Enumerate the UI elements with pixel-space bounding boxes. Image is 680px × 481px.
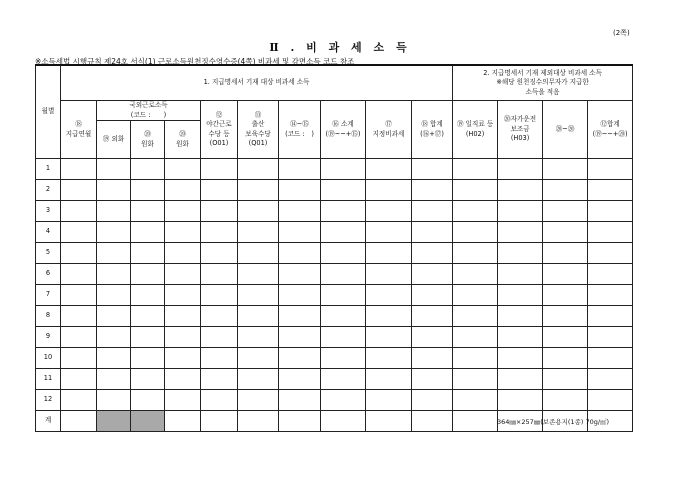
entry-cell[interactable] — [543, 390, 588, 411]
header-col51: ⑳ 원화 — [165, 121, 201, 159]
entry-cell[interactable] — [321, 264, 366, 285]
header-col48: ⑱ 지급연월 — [61, 101, 97, 159]
entry-cell[interactable] — [453, 243, 498, 264]
entry-cell[interactable] — [201, 159, 238, 180]
entry-cell[interactable] — [165, 348, 201, 369]
total-label: 계 — [36, 411, 61, 432]
header-col56: ⑰ 지정비과세 — [366, 101, 412, 159]
entry-cell[interactable] — [279, 348, 321, 369]
entry-cell[interactable] — [165, 327, 201, 348]
entry-cell[interactable] — [366, 159, 412, 180]
entry-cell[interactable] — [97, 222, 131, 243]
total-cell[interactable] — [201, 411, 238, 432]
entry-cell[interactable] — [61, 390, 97, 411]
paper-spec-footer: 364㎜×257㎜(보존용지(1종) 70g/㎡) — [497, 418, 610, 426]
entry-cell[interactable] — [366, 285, 412, 306]
entry-cell[interactable] — [279, 390, 321, 411]
entry-cell[interactable] — [543, 285, 588, 306]
entry-cell[interactable] — [453, 306, 498, 327]
entry-cell[interactable] — [412, 369, 453, 390]
entry-cell[interactable] — [97, 327, 131, 348]
entry-cell[interactable] — [366, 348, 412, 369]
entry-cell[interactable] — [238, 264, 279, 285]
header-col52: ⑫ 야간근로 수당 등 (O01) — [201, 101, 238, 159]
entry-cell[interactable] — [366, 264, 412, 285]
entry-cell[interactable] — [498, 243, 543, 264]
entry-cell[interactable] — [453, 264, 498, 285]
entry-cell[interactable] — [131, 201, 165, 222]
entry-cell[interactable] — [61, 201, 97, 222]
entry-cell[interactable] — [238, 159, 279, 180]
page-label: (2쪽) — [613, 29, 630, 37]
non-taxable-income-table — [35, 64, 633, 432]
month-label: 2 — [36, 180, 61, 201]
entry-cell[interactable] — [201, 390, 238, 411]
month-row — [36, 369, 633, 390]
entry-cell[interactable] — [97, 159, 131, 180]
entry-cell[interactable] — [238, 348, 279, 369]
entry-cell[interactable] — [498, 264, 543, 285]
entry-cell[interactable] — [201, 180, 238, 201]
entry-cell[interactable] — [97, 201, 131, 222]
entry-cell[interactable] — [61, 285, 97, 306]
entry-cell[interactable] — [412, 180, 453, 201]
month-row — [36, 348, 633, 369]
entry-cell[interactable] — [201, 264, 238, 285]
entry-cell[interactable] — [412, 201, 453, 222]
month-row — [36, 159, 633, 180]
total-cell[interactable] — [366, 411, 412, 432]
entry-cell[interactable] — [453, 222, 498, 243]
month-label: 6 — [36, 264, 61, 285]
entry-cell[interactable] — [238, 222, 279, 243]
month-label: 9 — [36, 327, 61, 348]
entry-cell[interactable] — [321, 327, 366, 348]
total-cell[interactable] — [238, 411, 279, 432]
entry-cell[interactable] — [453, 180, 498, 201]
total-cell[interactable] — [412, 411, 453, 432]
entry-cell[interactable] — [453, 348, 498, 369]
header-col53: ⑬ 출산 보육수당 (Q01) — [238, 101, 279, 159]
entry-cell[interactable] — [279, 180, 321, 201]
entry-cell[interactable] — [321, 285, 366, 306]
entry-cell[interactable] — [131, 285, 165, 306]
total-cell[interactable] — [61, 411, 97, 432]
entry-cell[interactable] — [131, 306, 165, 327]
entry-cell[interactable] — [201, 306, 238, 327]
entry-cell[interactable] — [321, 222, 366, 243]
entry-cell[interactable] — [97, 369, 131, 390]
entry-cell[interactable] — [366, 390, 412, 411]
entry-cell[interactable] — [131, 180, 165, 201]
entry-cell[interactable] — [238, 243, 279, 264]
month-row — [36, 264, 633, 285]
month-label: 10 — [36, 348, 61, 369]
entry-cell[interactable] — [588, 222, 633, 243]
entry-cell[interactable] — [543, 243, 588, 264]
month-label: 7 — [36, 285, 61, 306]
entry-cell[interactable] — [165, 201, 201, 222]
section2-title: 2. 지급명세서 기재 제외대상 비과세 소득 ※해당 원천징수의무자가 지급한 소득을 적음 — [453, 65, 633, 101]
entry-cell[interactable] — [543, 264, 588, 285]
entry-cell[interactable] — [543, 159, 588, 180]
entry-cell[interactable] — [97, 243, 131, 264]
entry-cell[interactable] — [453, 390, 498, 411]
entry-cell[interactable] — [453, 201, 498, 222]
entry-cell[interactable] — [238, 327, 279, 348]
entry-cell[interactable] — [321, 159, 366, 180]
header-month: 월별 — [36, 65, 61, 159]
entry-cell[interactable] — [543, 348, 588, 369]
entry-cell[interactable] — [498, 348, 543, 369]
entry-cell[interactable] — [543, 327, 588, 348]
entry-cell[interactable] — [238, 201, 279, 222]
entry-cell[interactable] — [412, 348, 453, 369]
entry-cell[interactable] — [97, 285, 131, 306]
entry-cell[interactable] — [279, 159, 321, 180]
entry-cell[interactable] — [366, 201, 412, 222]
header-col57: ⑱ 합계 (⑯+⑰) — [412, 101, 453, 159]
header-row-group — [36, 101, 633, 121]
entry-cell[interactable] — [279, 285, 321, 306]
total-cell-shaded — [131, 411, 165, 432]
entry-cell[interactable] — [165, 285, 201, 306]
entry-cell[interactable] — [412, 159, 453, 180]
entry-cell[interactable] — [61, 348, 97, 369]
entry-cell[interactable] — [543, 201, 588, 222]
entry-cell[interactable] — [588, 306, 633, 327]
entry-cell[interactable] — [201, 369, 238, 390]
header-col55: ⑯ 소계 (⑲~~+⑮) — [321, 101, 366, 159]
header-col59: ⑳자가운전 보조금 (H03) — [498, 101, 543, 159]
month-label: 11 — [36, 369, 61, 390]
month-row — [36, 306, 633, 327]
entry-cell[interactable] — [238, 180, 279, 201]
total-cell[interactable] — [453, 411, 498, 432]
total-cell[interactable] — [279, 411, 321, 432]
month-row — [36, 327, 633, 348]
entry-cell[interactable] — [366, 306, 412, 327]
entry-cell[interactable] — [165, 264, 201, 285]
entry-cell[interactable] — [201, 243, 238, 264]
entry-cell[interactable] — [279, 369, 321, 390]
entry-cell[interactable] — [412, 390, 453, 411]
entry-cell[interactable] — [321, 348, 366, 369]
month-row — [36, 180, 633, 201]
entry-cell[interactable] — [61, 264, 97, 285]
entry-cell[interactable] — [97, 264, 131, 285]
total-cell[interactable] — [165, 411, 201, 432]
entry-cell[interactable] — [588, 180, 633, 201]
month-label: 4 — [36, 222, 61, 243]
entry-cell[interactable] — [61, 243, 97, 264]
entry-cell[interactable] — [498, 390, 543, 411]
entry-cell[interactable] — [543, 306, 588, 327]
entry-cell[interactable] — [412, 327, 453, 348]
entry-cell[interactable] — [412, 285, 453, 306]
entry-cell[interactable] — [498, 306, 543, 327]
header-row-sections — [36, 65, 633, 101]
entry-cell[interactable] — [321, 243, 366, 264]
entry-cell[interactable] — [366, 327, 412, 348]
entry-cell[interactable] — [321, 306, 366, 327]
entry-cell[interactable] — [201, 222, 238, 243]
entry-cell[interactable] — [131, 159, 165, 180]
header-col49: ⑲ 외화 — [97, 121, 131, 159]
entry-cell[interactable] — [453, 369, 498, 390]
entry-cell[interactable] — [366, 222, 412, 243]
entry-cell[interactable] — [279, 201, 321, 222]
entry-cell[interactable] — [131, 390, 165, 411]
entry-cell[interactable] — [412, 243, 453, 264]
entry-cell[interactable] — [165, 222, 201, 243]
entry-cell[interactable] — [321, 390, 366, 411]
entry-cell[interactable] — [279, 327, 321, 348]
entry-cell[interactable] — [498, 222, 543, 243]
entry-cell[interactable] — [498, 180, 543, 201]
section1-title: 1. 지급명세서 기재 대상 비과세 소득 — [61, 65, 453, 101]
entry-cell[interactable] — [165, 180, 201, 201]
entry-cell[interactable] — [61, 327, 97, 348]
entry-cell[interactable] — [97, 390, 131, 411]
entry-cell[interactable] — [588, 285, 633, 306]
entry-cell[interactable] — [61, 306, 97, 327]
entry-cell[interactable] — [279, 306, 321, 327]
entry-cell[interactable] — [588, 201, 633, 222]
entry-cell[interactable] — [97, 180, 131, 201]
entry-cell[interactable] — [498, 369, 543, 390]
month-rows — [36, 159, 633, 411]
entry-cell[interactable] — [543, 180, 588, 201]
entry-cell[interactable] — [321, 369, 366, 390]
header-col58: ⑲ 일직료 등 (H02) — [453, 101, 498, 159]
entry-cell[interactable] — [412, 264, 453, 285]
entry-cell[interactable] — [165, 306, 201, 327]
entry-cell[interactable] — [131, 243, 165, 264]
month-row — [36, 243, 633, 264]
month-row — [36, 285, 633, 306]
entry-cell[interactable] — [498, 327, 543, 348]
reference-note: ※소득세법 시행규칙 제24호 서식(1) 근로소득원천징수영수증(4쪽) 비과세 및 감면소득 코드 참조 — [35, 57, 355, 66]
entry-cell[interactable] — [543, 222, 588, 243]
entry-cell[interactable] — [61, 180, 97, 201]
header-col60: ⑳~⑳ — [543, 101, 588, 159]
entry-cell[interactable] — [543, 369, 588, 390]
month-label: 1 — [36, 159, 61, 180]
entry-cell[interactable] — [238, 390, 279, 411]
entry-cell[interactable] — [366, 369, 412, 390]
entry-cell[interactable] — [238, 285, 279, 306]
entry-cell[interactable] — [588, 264, 633, 285]
entry-cell[interactable] — [412, 306, 453, 327]
month-label: 5 — [36, 243, 61, 264]
entry-cell[interactable] — [412, 222, 453, 243]
entry-cell[interactable] — [453, 327, 498, 348]
entry-cell[interactable] — [131, 264, 165, 285]
entry-cell[interactable] — [279, 222, 321, 243]
entry-cell[interactable] — [321, 180, 366, 201]
entry-cell[interactable] — [97, 348, 131, 369]
entry-cell[interactable] — [279, 243, 321, 264]
entry-cell[interactable] — [201, 327, 238, 348]
header-col54: ⑭~⑮ (코드 : ) — [279, 101, 321, 159]
entry-cell[interactable] — [97, 306, 131, 327]
entry-cell[interactable] — [165, 369, 201, 390]
header-col61: ⑫합계 (⑲~~+⑳) — [588, 101, 633, 159]
month-row — [36, 201, 633, 222]
entry-cell[interactable] — [131, 222, 165, 243]
entry-cell[interactable] — [131, 348, 165, 369]
entry-cell[interactable] — [238, 306, 279, 327]
entry-cell[interactable] — [588, 159, 633, 180]
entry-cell[interactable] — [588, 369, 633, 390]
month-label: 12 — [36, 390, 61, 411]
entry-cell[interactable] — [588, 327, 633, 348]
total-cell[interactable] — [321, 411, 366, 432]
entry-cell[interactable] — [498, 285, 543, 306]
header-col50: ⑳ 원화 — [131, 121, 165, 159]
month-row — [36, 390, 633, 411]
form-title: Ⅱ . 비 과 세 소 득 — [269, 41, 411, 54]
entry-cell[interactable] — [366, 243, 412, 264]
entry-cell[interactable] — [588, 243, 633, 264]
entry-cell[interactable] — [588, 390, 633, 411]
entry-cell[interactable] — [279, 264, 321, 285]
entry-cell[interactable] — [498, 159, 543, 180]
entry-cell[interactable] — [165, 243, 201, 264]
entry-cell[interactable] — [238, 369, 279, 390]
total-cell-shaded — [97, 411, 131, 432]
entry-cell[interactable] — [201, 201, 238, 222]
month-label: 3 — [36, 201, 61, 222]
entry-cell[interactable] — [61, 222, 97, 243]
month-label: 8 — [36, 306, 61, 327]
entry-cell[interactable] — [131, 327, 165, 348]
entry-cell[interactable] — [61, 159, 97, 180]
entry-cell[interactable] — [61, 369, 97, 390]
entry-cell[interactable] — [201, 348, 238, 369]
entry-cell[interactable] — [453, 159, 498, 180]
entry-cell[interactable] — [201, 285, 238, 306]
entry-cell[interactable] — [165, 159, 201, 180]
month-row — [36, 222, 633, 243]
entry-cell[interactable] — [131, 369, 165, 390]
header-foreign-income-group: 국외근로소득 (코드 : ) — [97, 101, 201, 121]
entry-cell[interactable] — [321, 201, 366, 222]
entry-cell[interactable] — [588, 348, 633, 369]
entry-cell[interactable] — [498, 201, 543, 222]
entry-cell[interactable] — [366, 180, 412, 201]
entry-cell[interactable] — [165, 390, 201, 411]
entry-cell[interactable] — [453, 285, 498, 306]
